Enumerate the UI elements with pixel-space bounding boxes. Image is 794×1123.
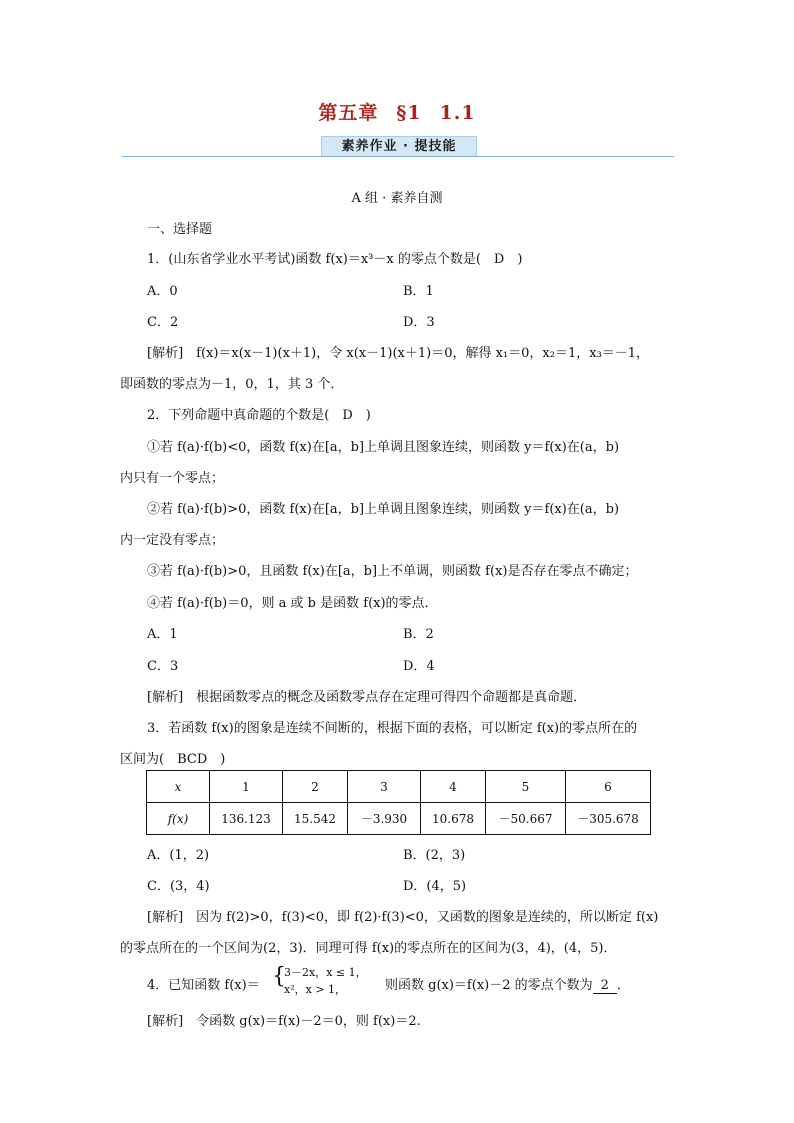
- group-title: A 组 · 素养自测: [351, 191, 443, 206]
- table-row: [147, 771, 651, 803]
- table-cell: －50.667: [486, 803, 566, 835]
- q2-option-b: B．2: [403, 627, 434, 642]
- q1-stem: 1．(山东省学业水平考试)函数 f(x)＝x³－x 的零点个数是( D ): [147, 252, 523, 267]
- q2-statement-2a: ②若 f(a)·f(b)>0，函数 f(x)在[a，b]上单调且图象连续，则函数 y＝f(x)在(a，b): [147, 502, 620, 517]
- q1-option-a: A．0: [147, 284, 178, 299]
- table-cell: 6: [566, 771, 651, 803]
- q3-option-c: C．(3，4): [147, 879, 210, 894]
- section-band-rule: [122, 156, 674, 157]
- q2-stem: 2．下列命题中真命题的个数是( D ): [147, 408, 371, 423]
- q2-statement-1a: ①若 f(a)·f(b)<0，函数 f(x)在[a，b]上单调且图象连续，则函数 y＝f(x)在(a，b): [147, 440, 620, 455]
- q4-stem-end: ．: [616, 978, 630, 993]
- q4-stem-text: 则函数 g(x)＝f(x)－2 的零点个数为: [385, 978, 593, 993]
- q1-option-d: D．3: [403, 315, 435, 330]
- q1-option-c: C．2: [147, 315, 179, 330]
- q4-analysis: [解析] 令函数 g(x)＝f(x)－2＝0，则 f(x)＝2.: [147, 1014, 421, 1029]
- q2-statement-2b: 内一定没有零点；: [120, 533, 225, 548]
- table-row: [147, 803, 651, 835]
- q3-option-a: A．(1，2): [147, 848, 210, 863]
- q3-analysis-line-2: 的零点所在的一个区间为(2，3)．同理可得 f(x)的零点所在的区间为(3，4)，(4，5)．: [120, 941, 617, 956]
- q4-case-2: x²，x > 1，: [284, 983, 347, 996]
- q2-option-d: D．4: [403, 659, 435, 674]
- q3-stem-line-2: 区间为( BCD ): [120, 752, 226, 767]
- q2-statement-4: ④若 f(a)·f(b)＝0，则 a 或 b 是函数 f(x)的零点．: [147, 596, 438, 611]
- table-cell: －3.930: [348, 803, 421, 835]
- table-cell: 136.123: [210, 803, 283, 835]
- q4-stem-prefix: 4．已知函数 f(x)＝: [147, 978, 260, 993]
- section-band-label: 素养作业 · 提技能: [321, 136, 477, 157]
- chapter-title-part-1: 第五章: [318, 102, 379, 124]
- table-cell: 4: [421, 771, 486, 803]
- table-cell: 2: [283, 771, 348, 803]
- table-cell: 10.678: [421, 803, 486, 835]
- q3-analysis-line-1: [解析] 因为 f(2)>0，f(3)<0，即 f(2)·f(3)<0，又函数的图象是连续的，所以断定 f(x): [147, 910, 659, 925]
- q3-option-d: D．(4，5): [403, 879, 467, 894]
- table-cell: －305.678: [566, 803, 651, 835]
- q1-analysis-line-1: [解析] f(x)＝x(x－1)(x＋1)，令 x(x－1)(x＋1)＝0，解得 x₁＝0，x₂＝1，x₃＝－1，: [147, 346, 650, 361]
- q4-case-1: 3－2x，x ≤ 1，: [284, 966, 367, 979]
- q1-analysis-line-2: 即函数的零点为－1，0，1，其 3 个．: [120, 377, 344, 392]
- table-cell: 5: [486, 771, 566, 803]
- table-cell: 15.542: [283, 803, 348, 835]
- q3-value-table: [146, 770, 651, 835]
- q3-stem-line-1: 3．若函数 f(x)的图象是连续不间断的，根据下面的表格，可以断定 f(x)的零点所在的: [147, 721, 638, 736]
- table-cell: f(x): [147, 803, 210, 835]
- chapter-title-part-2: §1: [396, 102, 422, 124]
- table-cell: x: [147, 771, 210, 803]
- chapter-title: [0, 98, 794, 125]
- table-cell: 3: [348, 771, 421, 803]
- chapter-title-part-3: 1.1: [439, 102, 476, 124]
- section-heading: 一、选择题: [147, 222, 213, 237]
- q2-analysis: [解析] 根据函数零点的概念及函数零点存在定理可得四个命题都是真命题．: [147, 690, 587, 705]
- q2-statement-1b: 内只有一个零点；: [120, 471, 225, 486]
- q4-stem: [385, 974, 630, 994]
- q2-option-c: C．3: [147, 659, 179, 674]
- q2-statement-3: ③若 f(a)·f(b)>0，且函数 f(x)在[a，b]上不单调，则函数 f(x)是否存在零点不确定；: [147, 564, 638, 579]
- piecewise-brace: {: [272, 964, 286, 989]
- table-cell: 1: [210, 771, 283, 803]
- q1-option-b: B．1: [403, 284, 434, 299]
- q3-option-b: B．(2，3): [403, 848, 466, 863]
- q4-answer-blank: 2: [593, 978, 617, 994]
- q2-option-a: A．1: [147, 627, 178, 642]
